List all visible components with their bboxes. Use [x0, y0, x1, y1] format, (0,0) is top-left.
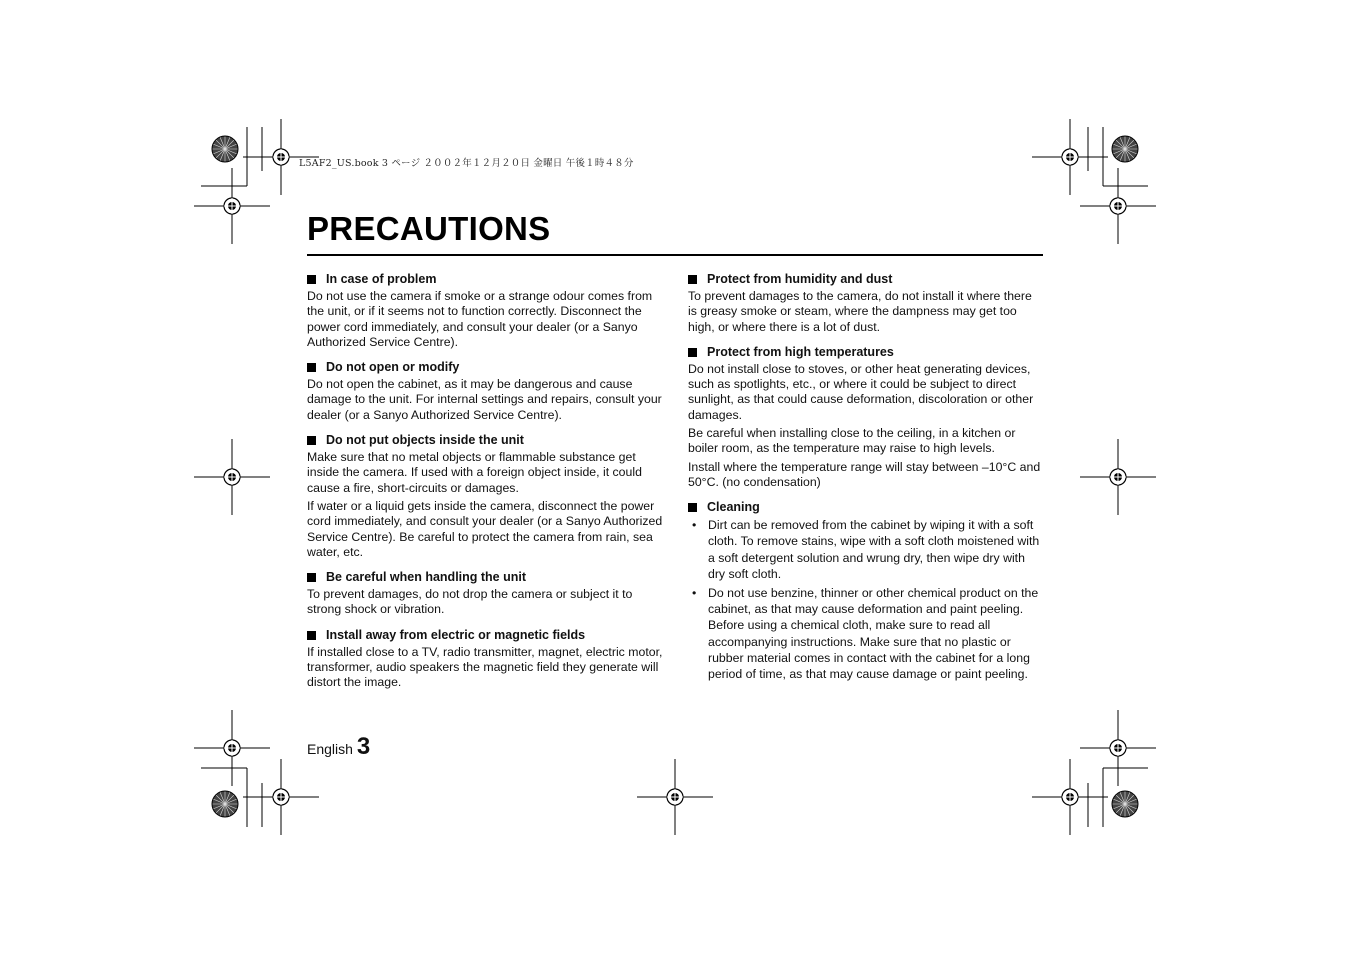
- section-cleaning: [688, 499, 1044, 682]
- section-do-not-put-objects-inside-the-unit: [307, 432, 663, 560]
- bullet-text: Do not use benzine, thinner or other chemical product on the cabinet, as that may cause deformation and paint peeling. Before using a chemical cloth, make sure to read all accompanying instructions. Make sure that no plastic or rubber material comes in contact with the cabinet for a long period of time, as that may cause damage or paint peeling.: [708, 586, 1039, 682]
- bullet-item: [688, 585, 1044, 682]
- square-bullet-icon: [307, 363, 316, 372]
- section-heading-text: Do not open or modify: [326, 360, 460, 375]
- square-bullet-icon: [688, 348, 697, 357]
- square-bullet-icon: [307, 275, 316, 284]
- section-heading: [688, 271, 1044, 288]
- bullet-list: [688, 517, 1044, 682]
- section-heading-text: Do not put objects inside the unit: [326, 433, 524, 448]
- bullet-text: Dirt can be removed from the cabinet by wiping it with a soft cloth. To remove stains, wipe with a soft cloth moistened with a soft detergent solution and wrung dry, then wipe dry with dry soft cloth.: [708, 518, 1040, 581]
- page-footer: [307, 733, 370, 761]
- section-paragraph: To prevent damages, do not drop the camera or subject it to strong shock or vibration.: [307, 587, 633, 617]
- section-heading: [688, 499, 1044, 516]
- square-bullet-icon: [307, 631, 316, 640]
- section-be-careful-when-handling-the-unit: [307, 569, 663, 618]
- section-heading-text: Protect from humidity and dust: [707, 272, 893, 286]
- left-column: [307, 271, 663, 700]
- bullet-dot-icon: •: [692, 586, 697, 601]
- section-paragraph: Be careful when installing close to the ceiling, in a kitchen or boiler room, as the temperature may raise to high levels.: [688, 426, 1016, 456]
- section-heading: [688, 344, 1044, 361]
- section-heading: [307, 432, 663, 449]
- section-protect-from-high-temperatures: [688, 344, 1044, 490]
- section-heading-text: Be careful when handling the unit: [326, 570, 527, 585]
- section-heading: [307, 359, 663, 376]
- square-bullet-icon: [307, 573, 316, 582]
- section-paragraph: If installed close to a TV, radio transmitter, magnet, electric motor, transformer, audio speakers the magnetic field they generate will distort the image.: [307, 644, 663, 690]
- bullet-dot-icon: •: [692, 518, 697, 533]
- section-paragraph: Do not use the camera if smoke or a strange odour comes from the unit, or if it seems not to function correctly. Disconnect the power cord immediately, and consult your dealer (or a Sanyo Authorized Service Centre).: [307, 289, 653, 349]
- square-bullet-icon: [688, 503, 697, 512]
- section-heading-text: Install away from electric or magnetic fields: [326, 627, 586, 642]
- section-heading: [307, 569, 663, 586]
- section-heading: [307, 627, 663, 644]
- square-bullet-icon: [307, 436, 316, 445]
- section-do-not-open-or-modify: [307, 359, 663, 423]
- section-paragraph: Do not open the cabinet, as it may be dangerous and cause damage to the unit. For internal settings and repairs, consult your dealer (or a Sanyo Authorized Service Centre).: [307, 377, 662, 422]
- section-in-case-of-problem: [307, 271, 663, 350]
- section-paragraph: Install where the temperature range will stay between –10°C and 50°C. (no condensation): [688, 459, 1041, 489]
- right-column: [688, 271, 1044, 691]
- footer-language: English: [307, 741, 353, 757]
- section-heading-text: Protect from high temperatures: [707, 344, 894, 359]
- title-underline: [307, 254, 1043, 256]
- section-heading-text: In case of problem: [326, 272, 437, 286]
- bullet-item: [688, 517, 1044, 582]
- section-heading: [307, 271, 663, 288]
- section-install-away-from-electric-or-magnetic-fields: [307, 627, 663, 691]
- section-protect-from-humidity-and-dust: [688, 271, 1044, 335]
- section-paragraph: To prevent damages to the camera, do not install it where there is greasy smoke or steam, where the dampness may get too high, or where there is a lot of dust.: [688, 289, 1032, 334]
- section-paragraph: If water or a liquid gets inside the camera, disconnect the power cord immediately, and consult your dealer (or a Sanyo Authorized Service Centre). Be careful to protect the camera from rain, sea water, etc.: [307, 498, 663, 559]
- section-heading-text: Cleaning: [707, 500, 760, 515]
- section-paragraph: Do not install close to stoves, or other heat generating devices, such as spotlights, etc., or where it could be subject to direct sunlight, as that could cause deformation, discoloration or other damages.: [688, 361, 1034, 422]
- page-title: PRECAUTIONS: [307, 210, 551, 247]
- section-paragraph: Make sure that no metal objects or flammable substance get inside the camera. If used with a foreign object inside, it could cause a fire, short-circuits or damages.: [307, 450, 642, 495]
- square-bullet-icon: [688, 275, 697, 284]
- page-number: 3: [356, 733, 371, 760]
- print-slug-header: L5AF2_US.book 3 ページ ２００２年１２月２０日 金曜日 午後１時４８分: [299, 158, 634, 169]
